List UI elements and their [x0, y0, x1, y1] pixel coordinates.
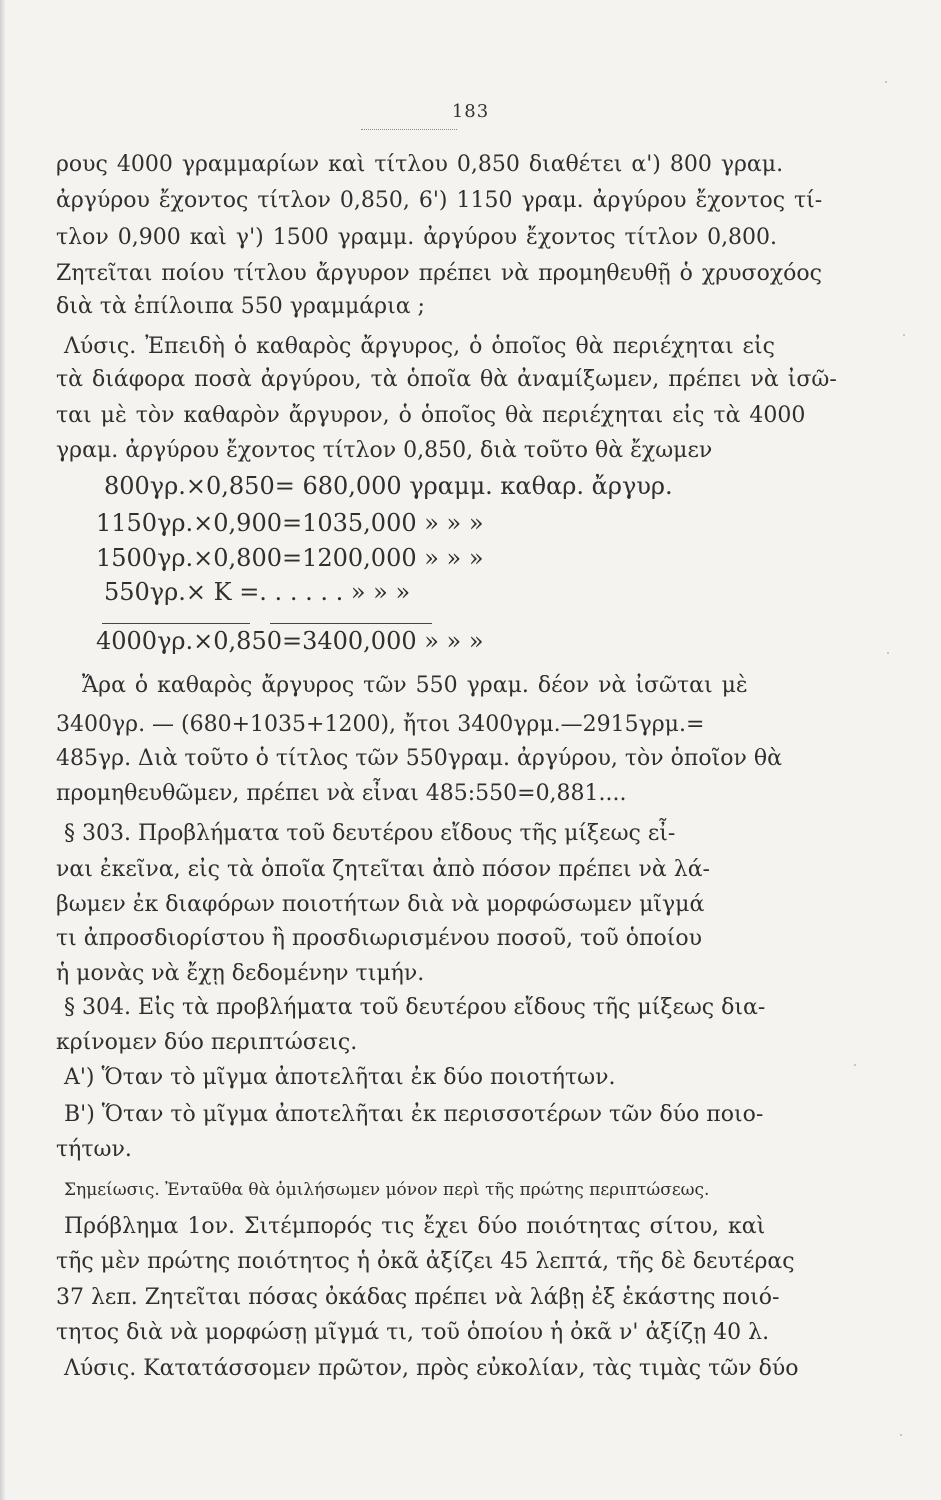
- paper-speck: [903, 334, 905, 336]
- case-b-line-2: τήτων.: [56, 1137, 132, 1162]
- calculation-row-2: 1150γρ.×0,900=1035,000 » » »: [96, 509, 484, 537]
- case-a-line: Α') Ὅταν τὸ μῖγμα ἀποτελῆται ἐκ δύο ποιοτήτων.: [64, 1065, 616, 1090]
- solution-line-2: τὰ διάφορα ποσὰ ἀργύρου, τὰ ὁποῖα θὰ ἀναμίξωμεν, πρέπει νὰ ἰσῶ-: [56, 367, 837, 392]
- text-line-5: διὰ τὰ ἐπίλοιπα 550 γραμμάρια ;: [56, 294, 425, 319]
- result-line-2: 3400γρ. — (680+1035+1200), ἤτοι 3400γρμ.—2915γρμ.=: [56, 712, 705, 737]
- calculation-total-row: 4000γρ.×0,850=3400,000 » » »: [96, 627, 484, 655]
- page-number-rule: [361, 129, 457, 130]
- text-line-4: Ζητεῖται ποίου τίτλου ἄργυρον πρέπει νὰ προμηθευθῇ ὁ χρυσοχόος: [56, 261, 822, 286]
- section-303-line-1: § 303. Προβλήματα τοῦ δευτέρου εἴδους τῆς μίξεως εἶ-: [64, 821, 676, 846]
- section-303-line-5: ἡ μονὰς νὰ ἔχῃ δεδομένην τιμήν.: [56, 961, 425, 986]
- page-edge-shadow: [0, 0, 6, 1500]
- calculation-row-1: 800γρ.×0,850= 680,000 γραμμ. καθαρ. ἄργυρ.: [104, 472, 673, 500]
- solution-line-4: γραμ. ἀργύρου ἔχοντος τίτλον 0,850, διὰ τοῦτο θὰ ἔχωμεν: [56, 438, 713, 463]
- text-line-2: ἀργύρου ἔχοντος τίτλον 0,850, 6') 1150 γραμ. ἀργύρου ἔχοντος τί-: [56, 188, 823, 213]
- result-line-4: προμηθευθῶμεν, πρέπει νὰ εἶναι 485:550=0,881....: [56, 781, 627, 806]
- problem-line-1: Πρόβλημα 1ον. Σιτέμπορός τις ἔχει δύο ποιότητας σίτου, καὶ: [64, 1214, 766, 1239]
- problem-line-4: τητος διὰ νὰ μορφώσῃ μῖγμά τι, τοῦ ὁποίου ἡ ὀκᾶ ν' ἀξίζῃ 40 λ.: [56, 1320, 770, 1345]
- solution-line-1: Λύσις. Ἐπειδὴ ὁ καθαρὸς ἄργυρος, ὁ ὁποῖος θὰ περιέχηται εἰς: [64, 334, 775, 359]
- calculation-row-4: 550γρ.× Κ =. . . . . . » » »: [104, 578, 411, 606]
- page-number: 183: [451, 101, 490, 122]
- text-line-1: ρους 4000 γραμμαρίων καὶ τίτλου 0,850 διαθέτει α') 800 γραμ.: [56, 152, 784, 177]
- sum-rule-right: [270, 623, 432, 624]
- paper-speck: [885, 81, 887, 83]
- case-b-line-1: Β') Ὅταν τὸ μῖγμα ἀποτελῆται ἐκ περισσοτέρων τῶν δύο ποιο-: [64, 1102, 764, 1127]
- section-304-line-2: κρίνομεν δύο περιπτώσεις.: [56, 1030, 358, 1055]
- result-line-3: 485γρ. Διὰ τοῦτο ὁ τίτλος τῶν 550γραμ. ἀργύρου, τὸν ὁποῖον θὰ: [56, 746, 782, 771]
- paper-speck: [854, 1064, 856, 1066]
- solution-line-3: ται μὲ τὸν καθαρὸν ἄργυρον, ὁ ὁποῖος θὰ περιέχηται εἰς τὰ 4000: [56, 403, 806, 428]
- note-line: Σημείωσις. Ἐνταῦθα θὰ ὁμιλήσωμεν μόνον περὶ τῆς πρώτης περιπτώσεως.: [64, 1180, 710, 1200]
- paper-speck: [900, 1434, 902, 1436]
- section-303-line-4: τι ἀπροσδιορίστου ἢ προσδιωρισμένου ποσοῦ, τοῦ ὁποίου: [56, 926, 702, 951]
- result-line-1: Ἄρα ὁ καθαρὸς ἄργυρος τῶν 550 γραμ. δέον νὰ ἰσῶται μὲ: [82, 673, 748, 698]
- problem-solution-line: Λύσις. Κατατάσσομεν πρῶτον, πρὸς εὐκολίαν, τὰς τιμὰς τῶν δύο: [64, 1356, 799, 1381]
- section-303-line-2: ναι ἐκεῖνα, εἰς τὰ ὁποῖα ζητεῖται ἀπὸ πόσον πρέπει νὰ λά-: [56, 857, 710, 882]
- problem-line-2: τῆς μὲν πρώτης ποιότητος ἡ ὀκᾶ ἀξίζει 45 λεπτά, τῆς δὲ δευτέρας: [56, 1249, 795, 1274]
- calculation-row-3: 1500γρ.×0,800=1200,000 » » »: [96, 544, 484, 572]
- sum-rule-left: [102, 623, 250, 624]
- section-304-line-1: § 304. Εἰς τὰ προβλήματα τοῦ δευτέρου εἴδους τῆς μίξεως δια-: [64, 995, 766, 1020]
- section-303-line-3: βωμεν ἐκ διαφόρων ποιοτήτων διὰ νὰ μορφώσωμεν μῖγμά: [56, 892, 705, 917]
- text-line-3: τλον 0,900 καὶ γ') 1500 γραμμ. ἀργύρου ἔχοντος τίτλον 0,800.: [56, 225, 778, 250]
- problem-line-3: 37 λεπ. Ζητεῖται πόσας ὀκάδας πρέπει νὰ λάβῃ ἐξ ἑκάστης ποιό-: [56, 1285, 780, 1310]
- paper-speck: [887, 652, 889, 654]
